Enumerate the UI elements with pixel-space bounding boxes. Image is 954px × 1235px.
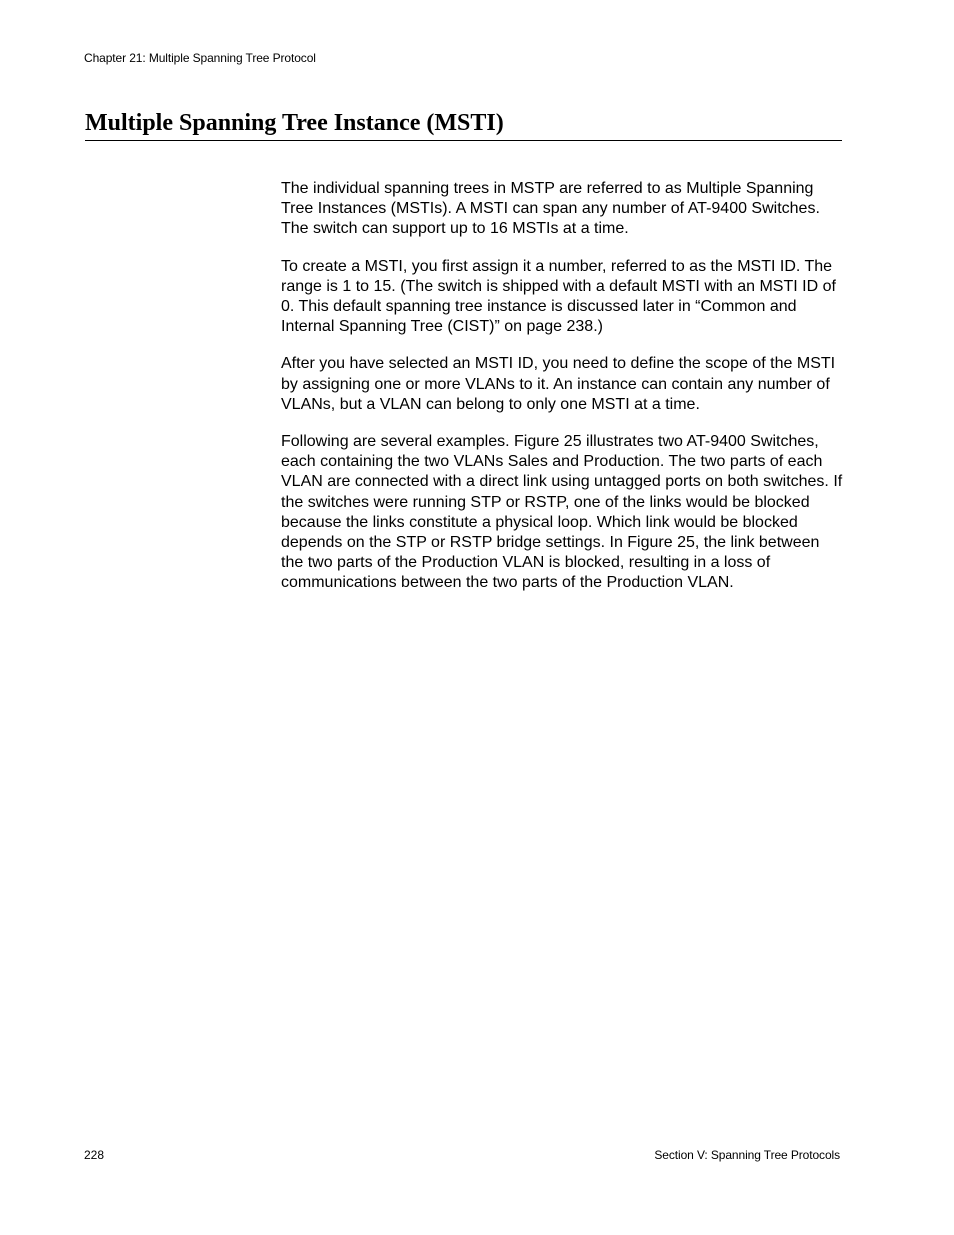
- heading-rule: [85, 140, 842, 141]
- running-header: Chapter 21: Multiple Spanning Tree Protocol: [84, 51, 316, 65]
- paragraph-examples: Following are several examples. Figure 25 illustrates two AT-9400 Switches, each containing the two VLANs Sales and Production. The two parts of each VLAN are connected with a direct link using untagged ports on both switches. If the switches were running STP or RSTP, one of the links would be blocked because the links constitute a physical loop. Which link would be blocked depends on the STP or RSTP bridge settings. In Figure 25, the link between the two parts of the Production VLAN is blocked, resulting in a loss of communications between the two parts of the Production VLAN.: [281, 433, 843, 592]
- section-heading: Multiple Spanning Tree Instance (MSTI): [85, 110, 504, 136]
- body-text: [281, 179, 843, 611]
- footer-page-number: 228: [84, 1148, 105, 1162]
- footer-section-label: Section V: Spanning Tree Protocols: [654, 1148, 840, 1162]
- paragraph-msti-intro: The individual spanning trees in MSTP are referred to as Multiple Spanning Tree Instances (MSTIs). A MSTI can span any number of AT-9400 Switches. The switch can support up to 16 MSTIs at a time.: [281, 180, 820, 238]
- paragraph-msti-id: To create a MSTI, you first assign it a number, referred to as the MSTI ID. The range is 1 to 15. (The switch is shipped with a default MSTI with an MSTI ID of 0. This default spanning tree instance is discussed later in “Common and Internal Spanning Tree (CIST)” on page 238.): [281, 257, 836, 336]
- paragraph-msti-scope: After you have selected an MSTI ID, you need to define the scope of the MSTI by assigning one or more VLANs to it. An instance can contain any number of VLANs, but a VLAN can belong to only one MSTI at a time.: [281, 355, 836, 413]
